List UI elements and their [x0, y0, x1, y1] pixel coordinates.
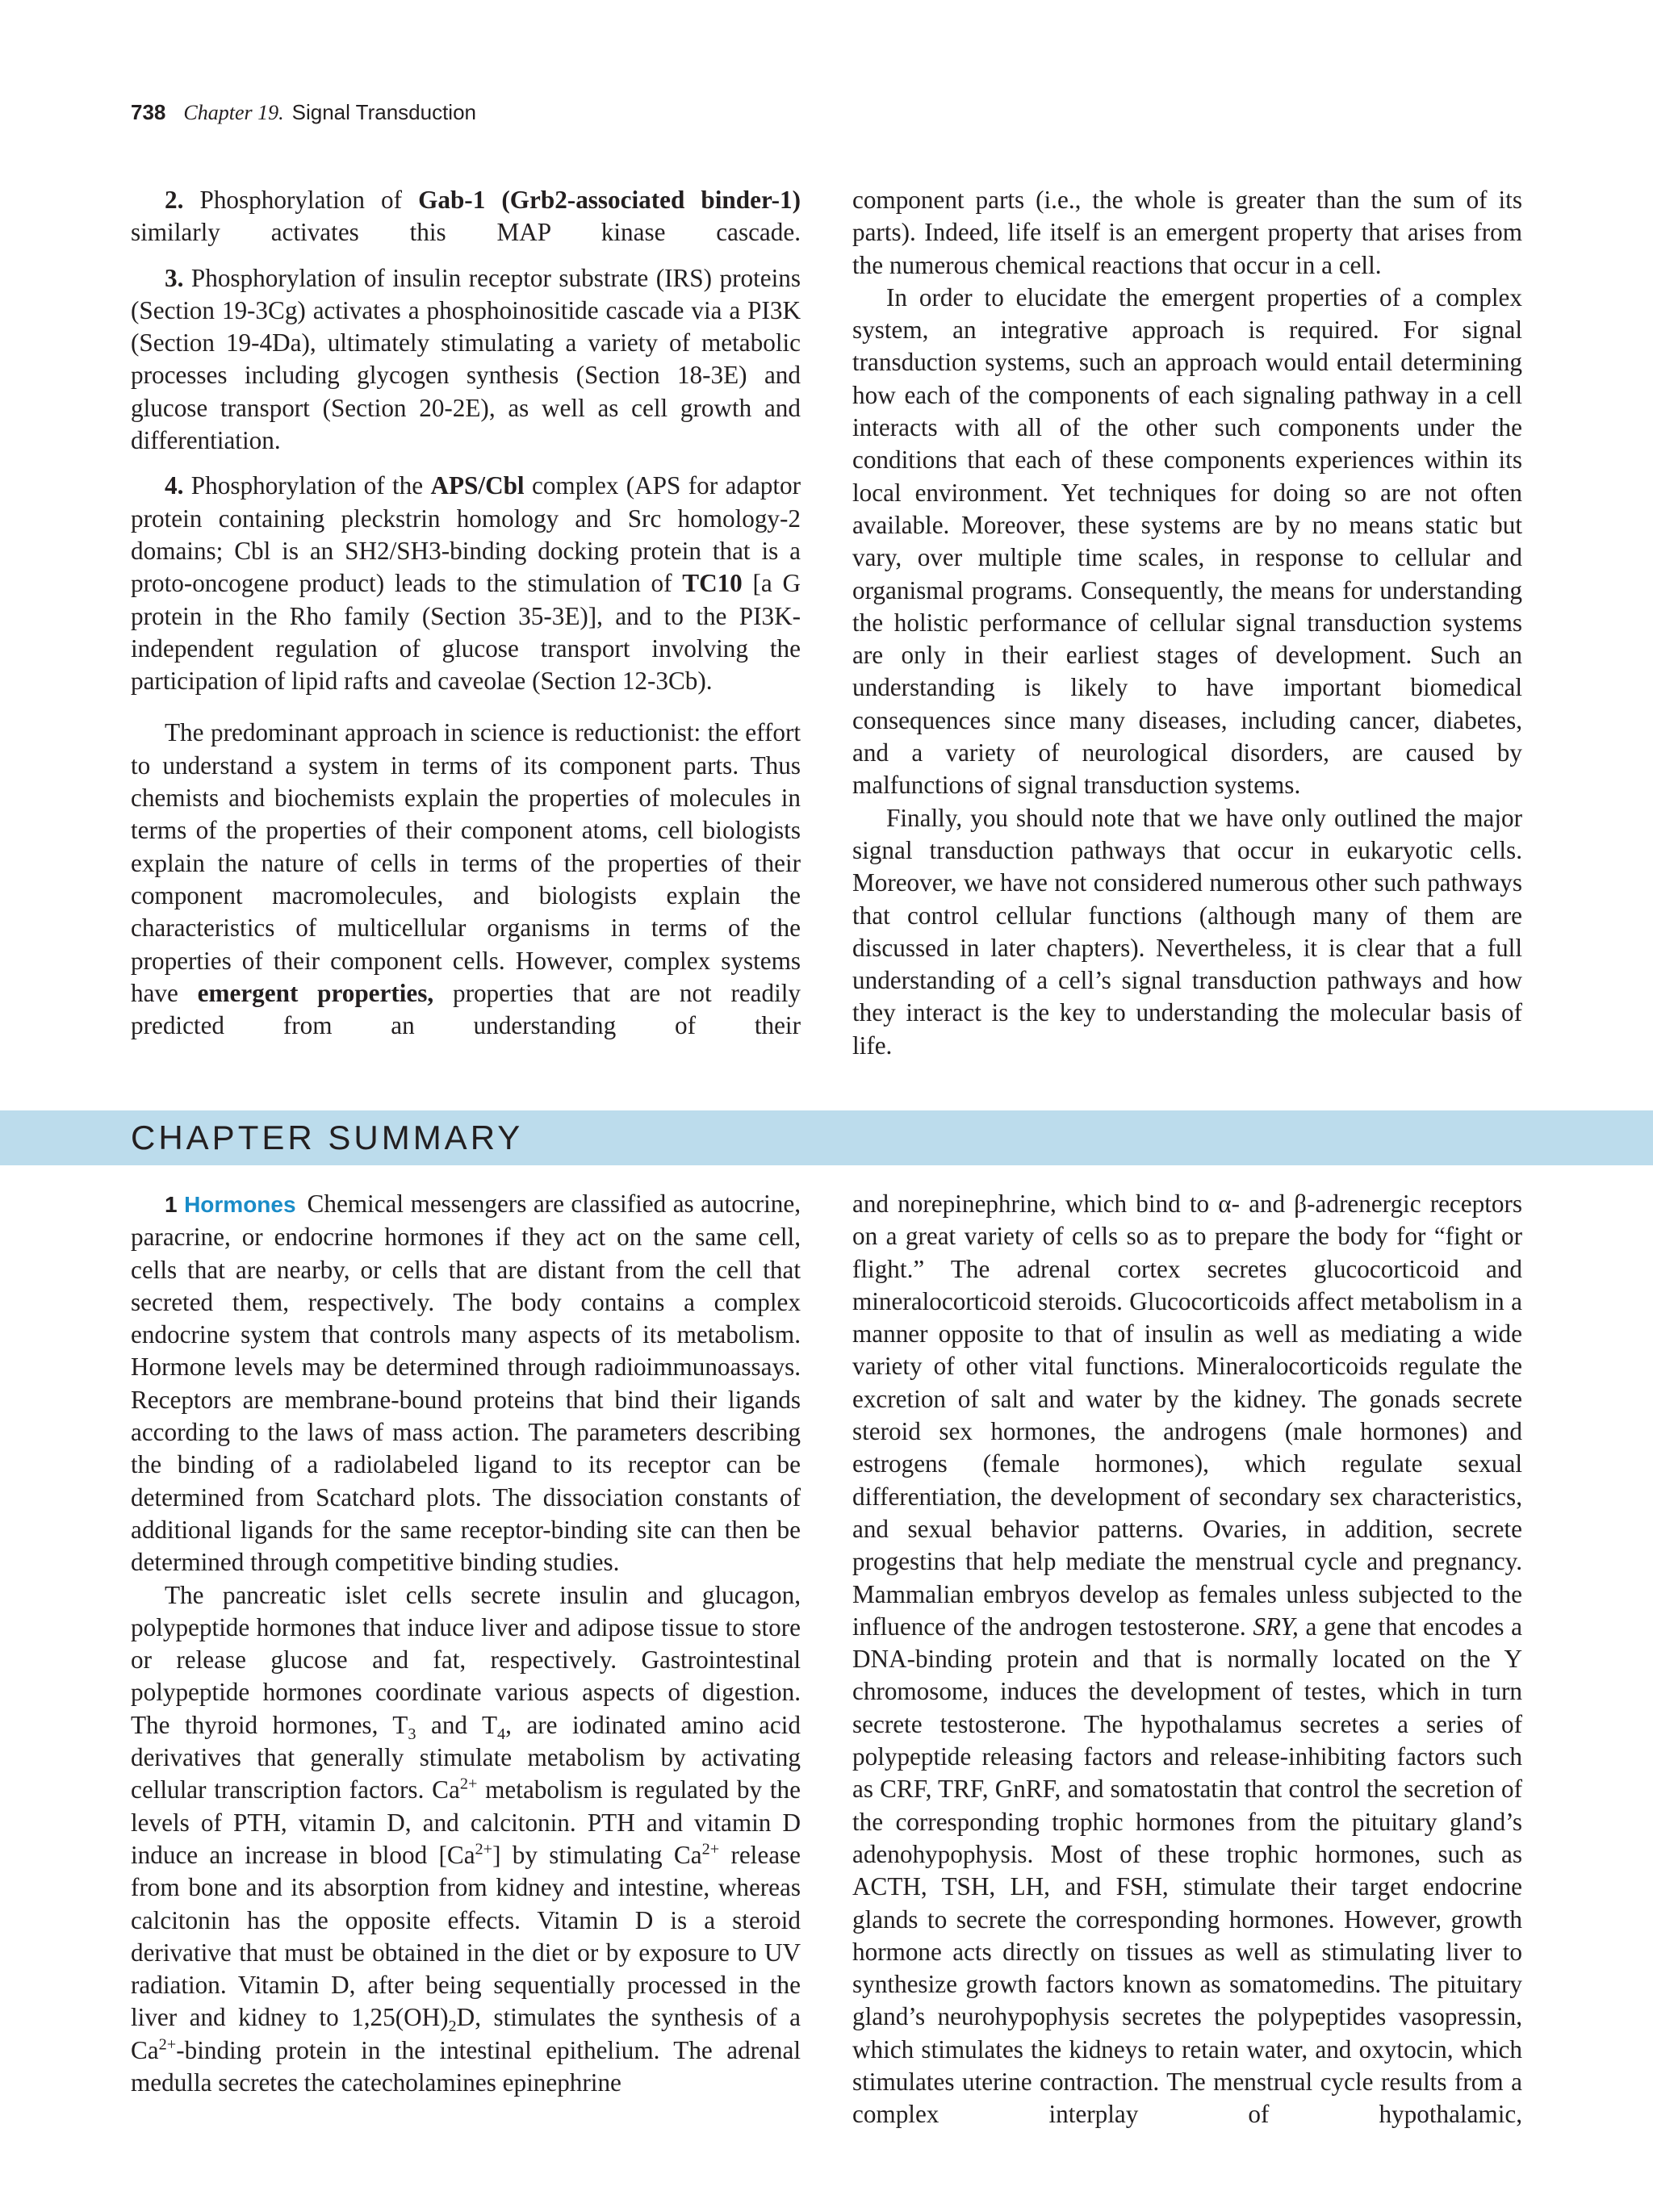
paragraph-text: a gene that encodes a DNA-binding protein and that is normally located on the Y chromosome, induces the development of testes, which in turn secrete testosterone. The hypothalamus secretes a series of polypeptide releasing factors and release-inhibiting factors such as CRF, TRF, GnRF, and somatostatin that control the secretion of the corresponding trophic hormones from the pituitary gland’s adenohypophysis. Most of these trophic hormones, such as ACTH, TSH, LH, and FSH, stimulate their target endocrine glands to secrete the corresponding hormones. However, growth hormone acts directly on tissues as well as stimulating liver to synthesize growth factors known as somatomedins. The pituitary gland’s neurohypophysis secretes the polypeptides vasopressin, which stimulates the kidneys to retain water, and oxytocin, which stimulates uterine contraction. The menstrual cycle results from a complex interplay of hypothalamic,	[852, 1612, 1523, 2129]
list-item-4	[131, 470, 801, 697]
item-term: APS/Cbl	[430, 471, 525, 500]
body-paragraph: component parts (i.e., the whole is greater than the sum of its parts). Indeed, life itself is an emergent property that arises from the numerous chemical reactions that occur in a cell.	[852, 186, 1522, 279]
item-text: Phosphorylation of insulin receptor substrate (IRS) proteins (Section 19-3Cg) activates a phosphoinositide cascade via a PI3K (Section 19-4Da), ultimately stimulating a variety of metabolic processes including glycogen synthesis (Section 18-3E) and glucose transport (Section 20-2E), as well as cell growth and differentiation.	[131, 263, 801, 455]
item-text: Phosphorylation of	[199, 186, 403, 214]
superscript: 2+	[158, 2035, 177, 2054]
subscript: 2	[448, 2018, 457, 2036]
item-text: Phosphorylation of the	[190, 471, 424, 500]
item-text: [a G protein in the Rho family (Section 35-3E)], and to the PI3K-independent regulation of glucose transport involving the participation of lipid rafts and caveolae (Section 12-3Cb).	[131, 569, 801, 696]
summary-heading	[165, 1192, 308, 1217]
key-term: emergent properties,	[197, 978, 434, 1007]
section-number: 1	[165, 1192, 178, 1217]
subscript: 4	[497, 1725, 506, 1743]
paragraph-text: and norepinephrine, which bind to α- and β-adrenergic receptors on a great variety of cells so as to prepare the body for “fight or flight.” The adrenal cortex secretes glucocorticoid and mineralocorticoid steroids. Glucocorticoids affect metabolism in a manner opposite to that of insulin as well as mediating a wide variety of other vital functions. Mineralocorticoids regulate the excretion of salt and water by the kidney. The gonads secrete steroid sex hormones, the androgens (male hormones) and estrogens (female hormones), which regulate sexual differentiation, the development of secondary sex characteristics, and sexual behavior patterns. Ovaries, in addition, secrete progestins that help mediate the menstrual cycle and pregnancy. Mammalian embryos develop as females unless subjected to the influence of the androgen testosterone.	[852, 1190, 1522, 1641]
body-paragraph	[131, 717, 801, 1042]
item-term: TC10	[682, 569, 743, 598]
paragraph-text: Chemical messengers are classified as autocrine, paracrine, or endocrine hormones if they act on the same cell, cells that are nearby, or cells that are distant from the cell that secreted them, respectively. The body contains a complex endocrine system that controls many aspects of its metabolism. Hormone levels may be determined through radioimmunoassays. Receptors are membrane-bound proteins that bind their ligands according to the laws of mass action. The parameters describing the binding of a radiolabeled ligand to its receptor can be determined from Scatchard plots. The dissociation constants of additional ligands for the same receptor-binding site can then be determined through competitive binding studies.	[131, 1190, 801, 1577]
paragraph-text: release from bone and its absorption from kidney and intestine, whereas calcitonin has the opposite effects. Vitamin D is a steroid derivative that must be obtained in the diet or by exposure to UV radiation. Vitamin D, after being sequentially processed in the liver and kidney to 1,25(OH)	[131, 1840, 801, 2032]
summary-paragraph	[131, 1579, 801, 2100]
item-text: similarly activates this MAP kinase cascade.	[131, 218, 801, 247]
subscript: 3	[408, 1725, 416, 1743]
section-title: CHAPTER SUMMARY	[131, 1119, 524, 1156]
chapter-title: Signal Transduction	[291, 100, 476, 124]
body-paragraph: In order to elucidate the emergent properties of a complex system, an integrative approach is required. For signal transduction systems, such an approach would entail determining how each of the components of each signaling pathway in a cell interacts with all of the other such components under the conditions that each of these components experiences within its local environment. Yet techniques for doing so are not often available. Moreover, these systems are by no means static but vary, over multiple time scales, in response to cellular and organismal programs. Consequently, the means for understanding the holistic performance of cellular signal transduction systems are only in their earliest stages of development. Such an understanding is likely to have important biomedical consequences since many diseases, including cancer, diabetes, and a variety of neurological disorders, are caused by malfunctions of signal transduction systems.	[852, 282, 1522, 800]
summary-paragraph	[852, 1188, 1522, 2131]
item-number: 4.	[165, 471, 184, 500]
item-term: Gab-1 (Grb2-associated binder-1)	[418, 186, 801, 214]
item-number: 2.	[165, 186, 184, 214]
superscript: 2+	[459, 1775, 478, 1793]
section-label: Hormones	[184, 1192, 296, 1217]
paragraph-text: D, stimulates the synthesis of a Ca	[131, 2003, 801, 2064]
summary-right-column	[852, 1188, 1522, 2131]
gene-name: SRY,	[1253, 1612, 1299, 1641]
paragraph-text: properties that are not readily predicted from an understanding of their	[131, 978, 801, 1040]
superscript: 2+	[701, 1840, 720, 1859]
page-number: 738	[131, 100, 166, 124]
summary-paragraph	[131, 1188, 801, 1579]
chapter-summary-band	[0, 1110, 1653, 1165]
paragraph-text: The predominant approach in science is reductionist: the effort to understand a system in terms of its component parts. Thus chemists and biochemists explain the properties of molecules in terms of the properties of their component atoms, cell biologists explain the nature of cells in terms of the properties of their component macromolecules, and biologists explain the characteristics of multicellular organisms in terms of the properties of their component cells. However, complex systems have	[131, 718, 801, 1007]
top-left-column	[131, 184, 801, 1042]
superscript: 2+	[475, 1840, 493, 1859]
paragraph-text: The pancreatic islet cells secrete insulin and glucagon, polypeptide hormones that induce liver and adipose tissue to store or release glucose and fat, respectively. Gastrointestinal polypeptide hormones coordinate various aspects of digestion. The thyroid hormones, T	[131, 1580, 801, 1739]
list-item-3	[131, 262, 801, 458]
chapter-label: Chapter 19.	[183, 101, 284, 124]
paragraph-text: metabolism is regulated by the levels of PTH, vitamin D, and calcitonin. PTH and vitamin D induce an increase in blood [Ca	[131, 1775, 801, 1869]
item-text: complex (APS for adaptor protein containing pleckstrin homology and Src homology-2 domains; Cbl is an SH2/SH3-binding docking protein that is a proto-oncogene product) leads to the stimulation of	[131, 471, 801, 598]
paragraph-text: ] by stimulating Ca	[492, 1840, 702, 1869]
top-right-column	[852, 184, 1522, 1062]
item-number: 3.	[165, 263, 184, 292]
running-header	[131, 100, 476, 132]
paragraph-text: , are iodinated amino acid derivatives that generally stimulate metabolism by activating cellular transcription factors. Ca	[131, 1710, 801, 1804]
body-paragraph: Finally, you should note that we have only outlined the major signal transduction pathways that occur in eukaryotic cells. Moreover, we have not considered numerous other such pathways that control cellular functions (although many of them are discussed in later chapters). Nevertheless, it is clear that a full understanding of a cell’s signal transduction pathways and how they interact is the key to understanding the molecular basis of life.	[852, 803, 1522, 1060]
summary-left-column	[131, 1188, 801, 2099]
paragraph-text: -binding protein in the intestinal epithelium. The adrenal medulla secretes the catecholamines epinephrine	[131, 2035, 801, 2097]
paragraph-text: and T	[431, 1710, 498, 1739]
list-item-2	[131, 184, 801, 249]
